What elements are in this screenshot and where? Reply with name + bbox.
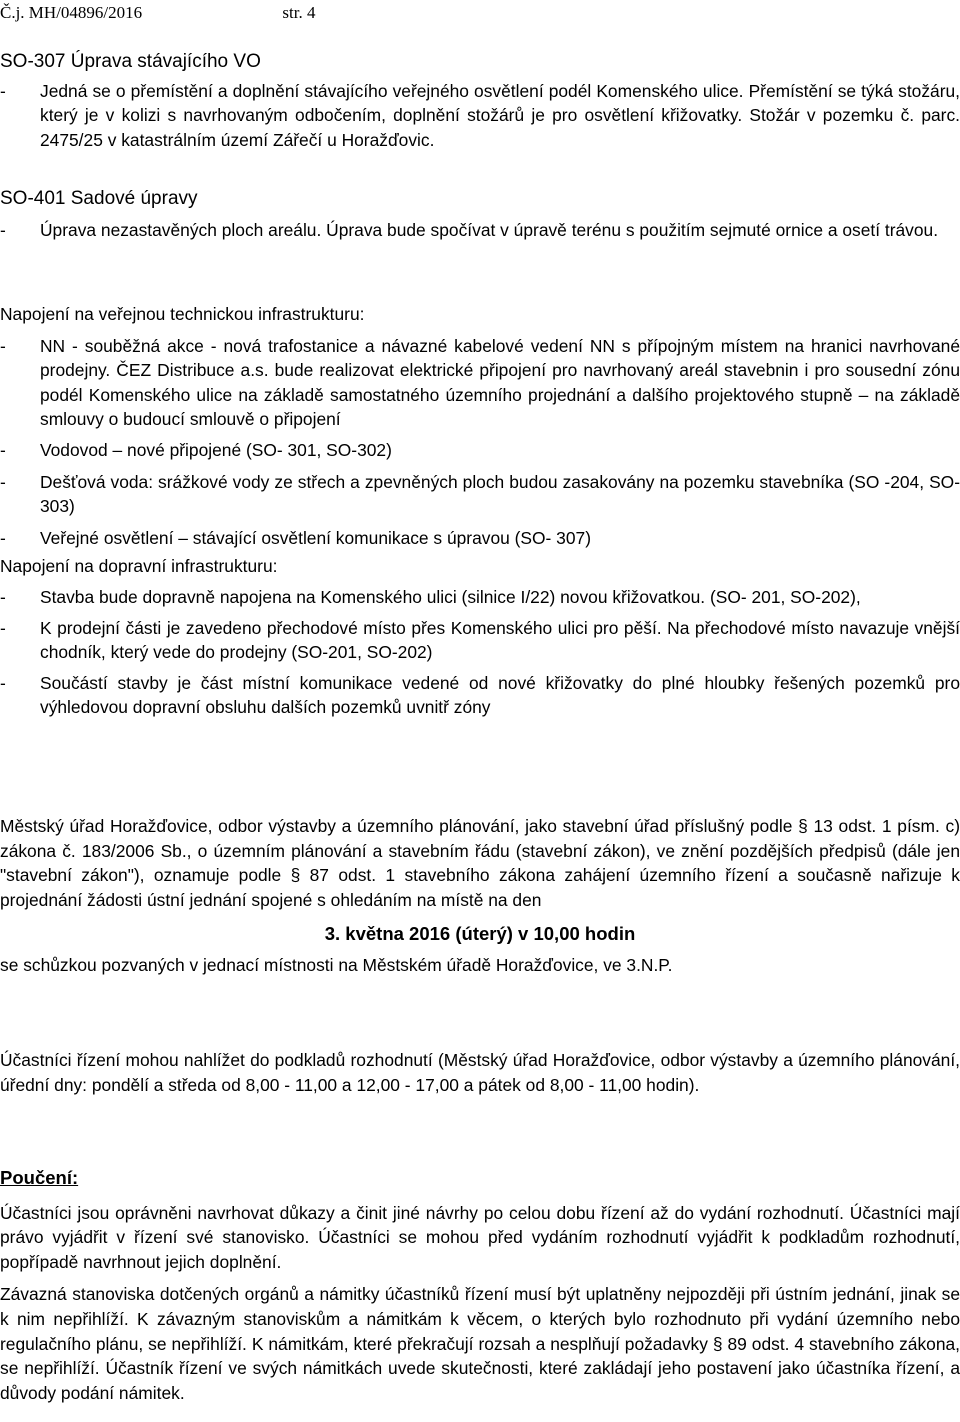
list-item: - Jedná se o přemístění a doplnění stávajícího veřejného osvětlení podél Komenského ulice. Přemístění se týká stožáru, který je v kolizi s navrhovaným odbočením, doplnění stožárů je pro osvětlení křižovatky. Stožár v pozemku č. parc. 2475/25 v katastrálním území Zářečí u Horažďovic.: [0, 79, 960, 153]
list-item: - K prodejní části je zavedeno přechodové místo přes Komenského ulici pro pěší. Na přechodové místo navazuje vnější chodník, který vede do prodejny (SO-201, SO-202): [0, 616, 960, 665]
notice-paragraph: Městský úřad Horažďovice, odbor výstavby a územního plánování, jako stavební úřad příslušný podle § 13 odst. 1 písm. c) zákona č. 183/2006 Sb., o územním plánování a stavebním řádu (stavební zákon), ve znění pozdějších předpisů (dále jen "stavební zákon"), oznamuje podle § 87 odst. 1 stavebního zákona zahájení územního řízení a současně nařizuje k projednání žádosti ústní jednání spojené s ohledáním na místě na den: [0, 816, 960, 910]
section-so307: [0, 50, 960, 152]
list-item: - Úprava nezastavěných ploch areálu. Úprava bude spočívat v úpravě terénu s použitím sejmuté ornice a osetí trávou.: [0, 218, 960, 243]
document-reference: Č.j. MH/04896/2016: [0, 3, 143, 22]
section-so401: [0, 187, 960, 242]
page-number: str. 4: [282, 3, 316, 22]
list-item-text: NN - souběžná akce - nová trafostanice a návazné kabelové vedení NN s přípojným místem na hranici navrhované prodejny. ČEZ Distribuce a.s. bude realizovat elektrické připojení pro navrhovaný areál stavebnin i pro sousední zónu podél Komenského ulice na základě samostatného územního projednání a dalšího projektového stupně – na základě smlouvy o budoucí smlouvě o připojení: [40, 335, 960, 430]
list-item-text: Veřejné osvětlení – stávající osvětlení komunikace s úpravou (SO- 307): [40, 527, 591, 548]
list-item-text: K prodejní části je zavedeno přechodové místo přes Komenského ulici pro pěší. Na přechodové místo navazuje vnější chodník, který vede do prodejny (SO-201, SO-202): [40, 617, 960, 663]
section-technical-infrastructure: [0, 302, 960, 720]
section-notice: [0, 814, 960, 978]
section-instruction: [0, 1166, 960, 1405]
list-item-text: Úprava nezastavěných ploch areálu. Úprava bude spočívat v úpravě terénu s použitím sejmuté ornice a osetí trávou.: [40, 219, 939, 240]
section-title: SO-401 Sadové úpravy: [0, 188, 198, 209]
list-item: - Vodovod – nové připojené (SO- 301, SO-302): [0, 438, 960, 463]
list-item-text: Dešťová voda: srážkové vody ze střech a zpevněných ploch budou zasakovány na pozemku stavebníka (SO -204, SO-303): [40, 471, 960, 517]
list-item-text: Vodovod – nové připojené (SO- 301, SO-302): [40, 439, 392, 460]
section-heading: Napojení na dopravní infrastrukturu:: [0, 556, 278, 577]
hearing-place: se schůzkou pozvaných v jednací místnosti na Městském úřadě Horažďovice, ve 3.N.P.: [0, 954, 673, 975]
instruction-title: Poučení:: [0, 1167, 79, 1188]
instruction-paragraph: Závazná stanoviska dotčených orgánů a námitky účastníků řízení musí být uplatněny nejpozději při ústním jednání, jinak se k nim nepřihlíží. K závazným stanoviskům a námitkám k věcem, o kterých bylo rozhodnuto při vydání územního nebo regulačního plánu, se nepřihlíží. K námitkám, které překračují rozsah a nesplňují požadavky § 89 odst. 4 stavebního zákona, se nepřihlíží. Účastník řízení ve svých námitkách uvede skutečnosti, které zakládají jeho postavení jako účastníka řízení, a důvody podání námitek.: [0, 1284, 960, 1403]
list-item: - Veřejné osvětlení – stávající osvětlení komunikace s úpravou (SO- 307): [0, 526, 960, 551]
instruction-paragraph: Účastníci jsou oprávněni navrhovat důkazy a činit jiné návrhy po celou dobu řízení až do vydání rozhodnutí. Účastníci mají právo vyjádřit v řízení své stanovisko. Účastníci se mohou před vydáním rozhodnutí vyjádřit k podkladům rozhodnutí, popřípadě navrhnout jejich doplnění.: [0, 1202, 960, 1272]
section-heading: Napojení na veřejnou technickou infrastrukturu:: [0, 304, 365, 324]
page-header: [0, 3, 315, 23]
list-item: - NN - souběžná akce - nová trafostanice a návazné kabelové vedení NN s přípojným místem na hranici navrhované prodejny. ČEZ Distribuce a.s. bude realizovat elektrické připojení pro navrhovaný areál stavebnin i pro sousední zónu podél Komenského ulice na základě samostatného územního projednání a dalšího projektového stupně – na základě smlouvy o budoucí smlouvě o připojení: [0, 334, 960, 432]
list-item: - Dešťová voda: srážkové vody ze střech a zpevněných ploch budou zasakovány na pozemku stavebníka (SO -204, SO-303): [0, 470, 960, 519]
hearing-date: 3. května 2016 (úterý) v 10,00 hodin: [324, 923, 636, 945]
list-item: - Součástí stavby je část místní komunikace vedené od nové křižovatky do plné hloubky řešených pozemků pro výhledovou dopravní obsluhu dalších pozemků uvnitř zóny: [0, 671, 960, 720]
list-item-text: Stavba bude dopravně napojena na Komenského ulici (silnice I/22) novou křižovatkou. (SO- 201, SO-202),: [40, 586, 861, 607]
list-item-text: Jedná se o přemístění a doplnění stávajícího veřejného osvětlení podél Komenského ulice. Přemístění se týká stožáru, který je v kolizi s navrhovaným odbočením, doplnění stožárů je pro osvětlení křižovatky. Stožár v pozemku č. parc. 2475/25 v katastrálním území Zářečí u Horažďovic.: [40, 80, 960, 150]
list-item-text: Součástí stavby je část místní komunikace vedené od nové křižovatky do plné hloubky řešených pozemků pro výhledovou dopravní obsluhu dalších pozemků uvnitř zóny: [40, 672, 960, 718]
section-title: SO-307 Úprava stávajícího VO: [0, 51, 261, 72]
participants-paragraph: Účastníci řízení mohou nahlížet do podkladů rozhodnutí (Městský úřad Horažďovice, odbor výstavby a územního plánování, úřední dny: pondělí a středa od 8,00 - 11,00 a 12,00 - 17,00 a pátek od 8,00 - 11,00 hodin).: [0, 1050, 960, 1095]
list-item: - Stavba bude dopravně napojena na Komenského ulici (silnice I/22) novou křižovatkou. (SO- 201, SO-202),: [0, 585, 960, 610]
